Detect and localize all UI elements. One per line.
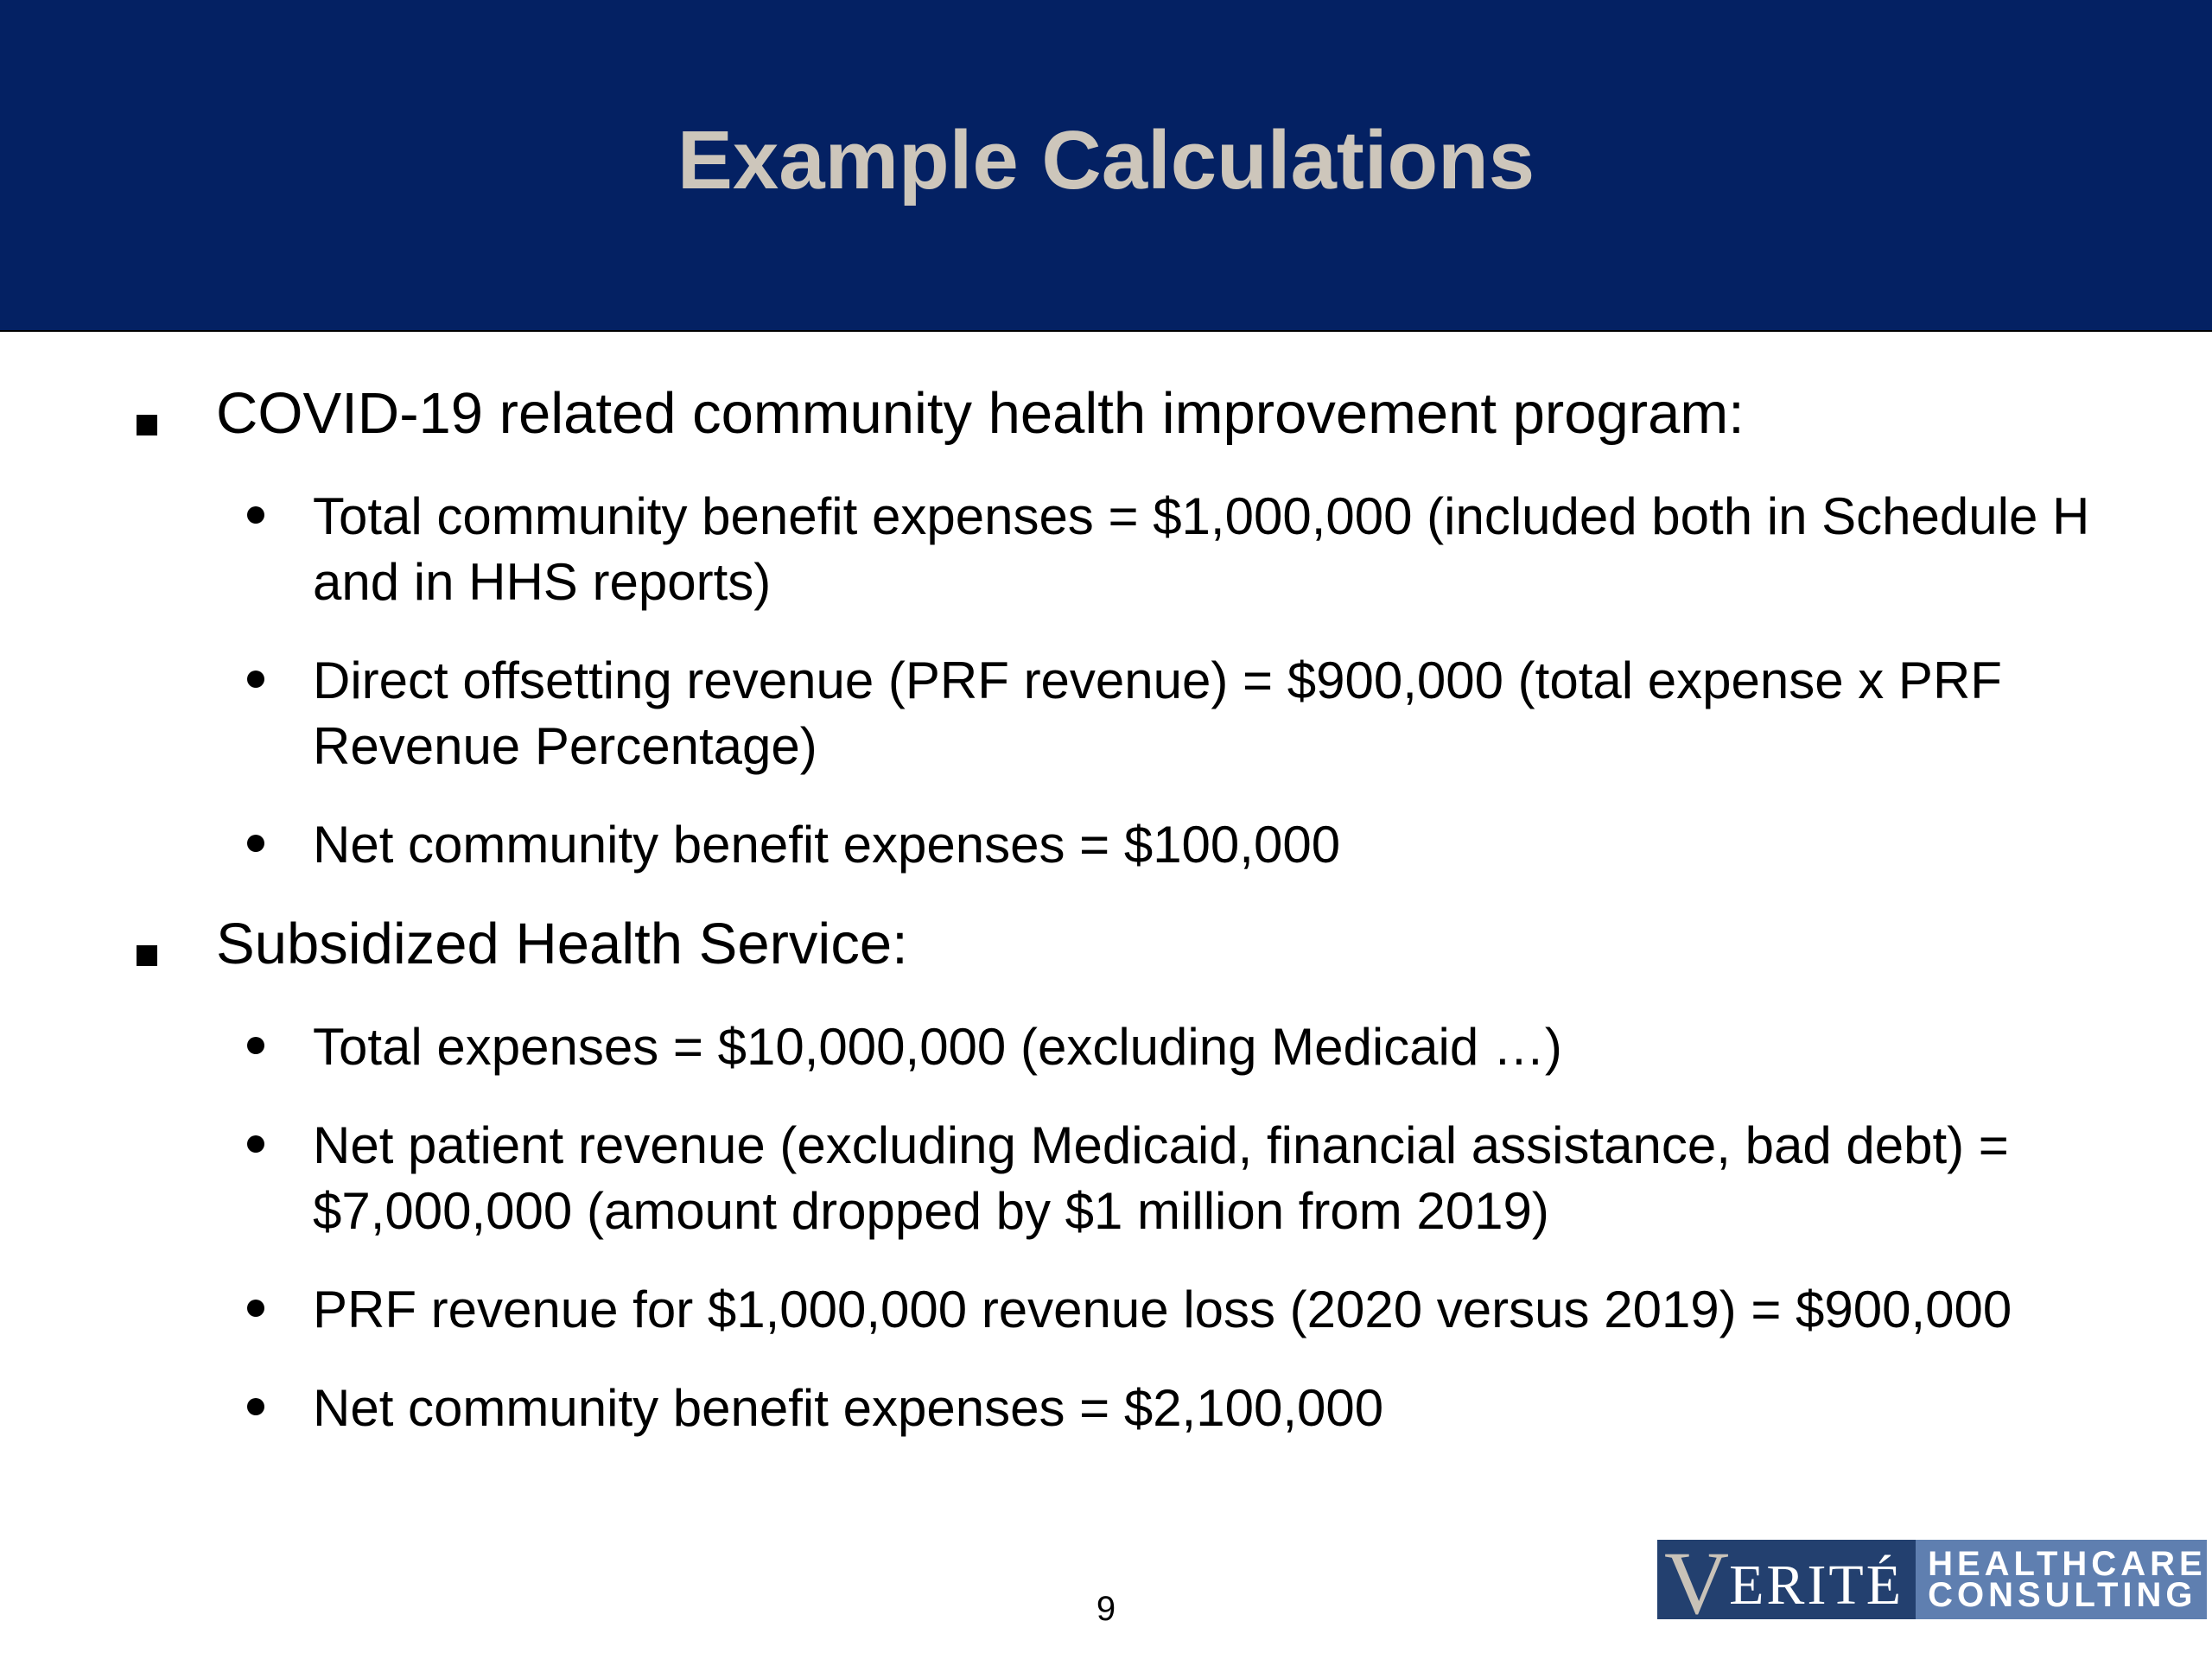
bullet-item: PRF revenue for $1,000,000 revenue loss (2020 versus 2019) = $900,000 — [0, 1277, 2212, 1343]
logo-tagline — [1916, 1540, 2207, 1619]
bullet-item: Net community benefit expenses = $2,100,000 — [0, 1376, 2212, 1441]
section-heading: COVID-19 related community health improvement program: — [0, 380, 2212, 448]
logo-initial: V — [1664, 1534, 1730, 1633]
round-bullet-icon — [247, 1135, 264, 1153]
section-heading: Subsidized Health Service: — [0, 911, 2212, 978]
round-bullet-icon — [247, 1300, 264, 1317]
logo-line-1: HEALTHCARE — [1928, 1545, 2207, 1583]
square-bullet-icon — [137, 415, 157, 435]
slide-title: Example Calculations — [677, 114, 1535, 207]
logo-line-2: CONSULTING — [1928, 1576, 2197, 1614]
logo-wordmark — [1657, 1534, 1916, 1633]
square-bullet-icon — [137, 945, 157, 966]
round-bullet-icon — [247, 1037, 264, 1054]
bullet-item: Total community benefit expenses = $1,000,000 (included both in Schedule H and in HHS reports) — [0, 484, 2212, 615]
section-subsidized-health-service — [0, 911, 2212, 1441]
bullet-item: Total expenses = $10,000,000 (excluding Medicaid …) — [0, 1014, 2212, 1080]
slide-content — [0, 380, 2212, 1474]
round-bullet-icon — [247, 835, 264, 852]
section-covid-program — [0, 380, 2212, 878]
round-bullet-icon — [247, 671, 264, 688]
verite-logo — [1657, 1534, 2207, 1633]
bullet-item: Net community benefit expenses = $100,000 — [0, 812, 2212, 878]
bullet-item: Net patient revenue (excluding Medicaid, financial assistance, bad debt) = $7,000,000 (amount dropped by $1 million from 2019) — [0, 1113, 2212, 1244]
bullet-item: Direct offsetting revenue (PRF revenue) = $900,000 (total expense x PRF Revenue Percentage) — [0, 648, 2212, 779]
round-bullet-icon — [247, 506, 264, 524]
logo-name: ERITÉ — [1729, 1554, 1904, 1617]
slide-header — [0, 0, 2212, 332]
page-number: 9 — [1096, 1590, 1116, 1628]
round-bullet-icon — [247, 1398, 264, 1415]
